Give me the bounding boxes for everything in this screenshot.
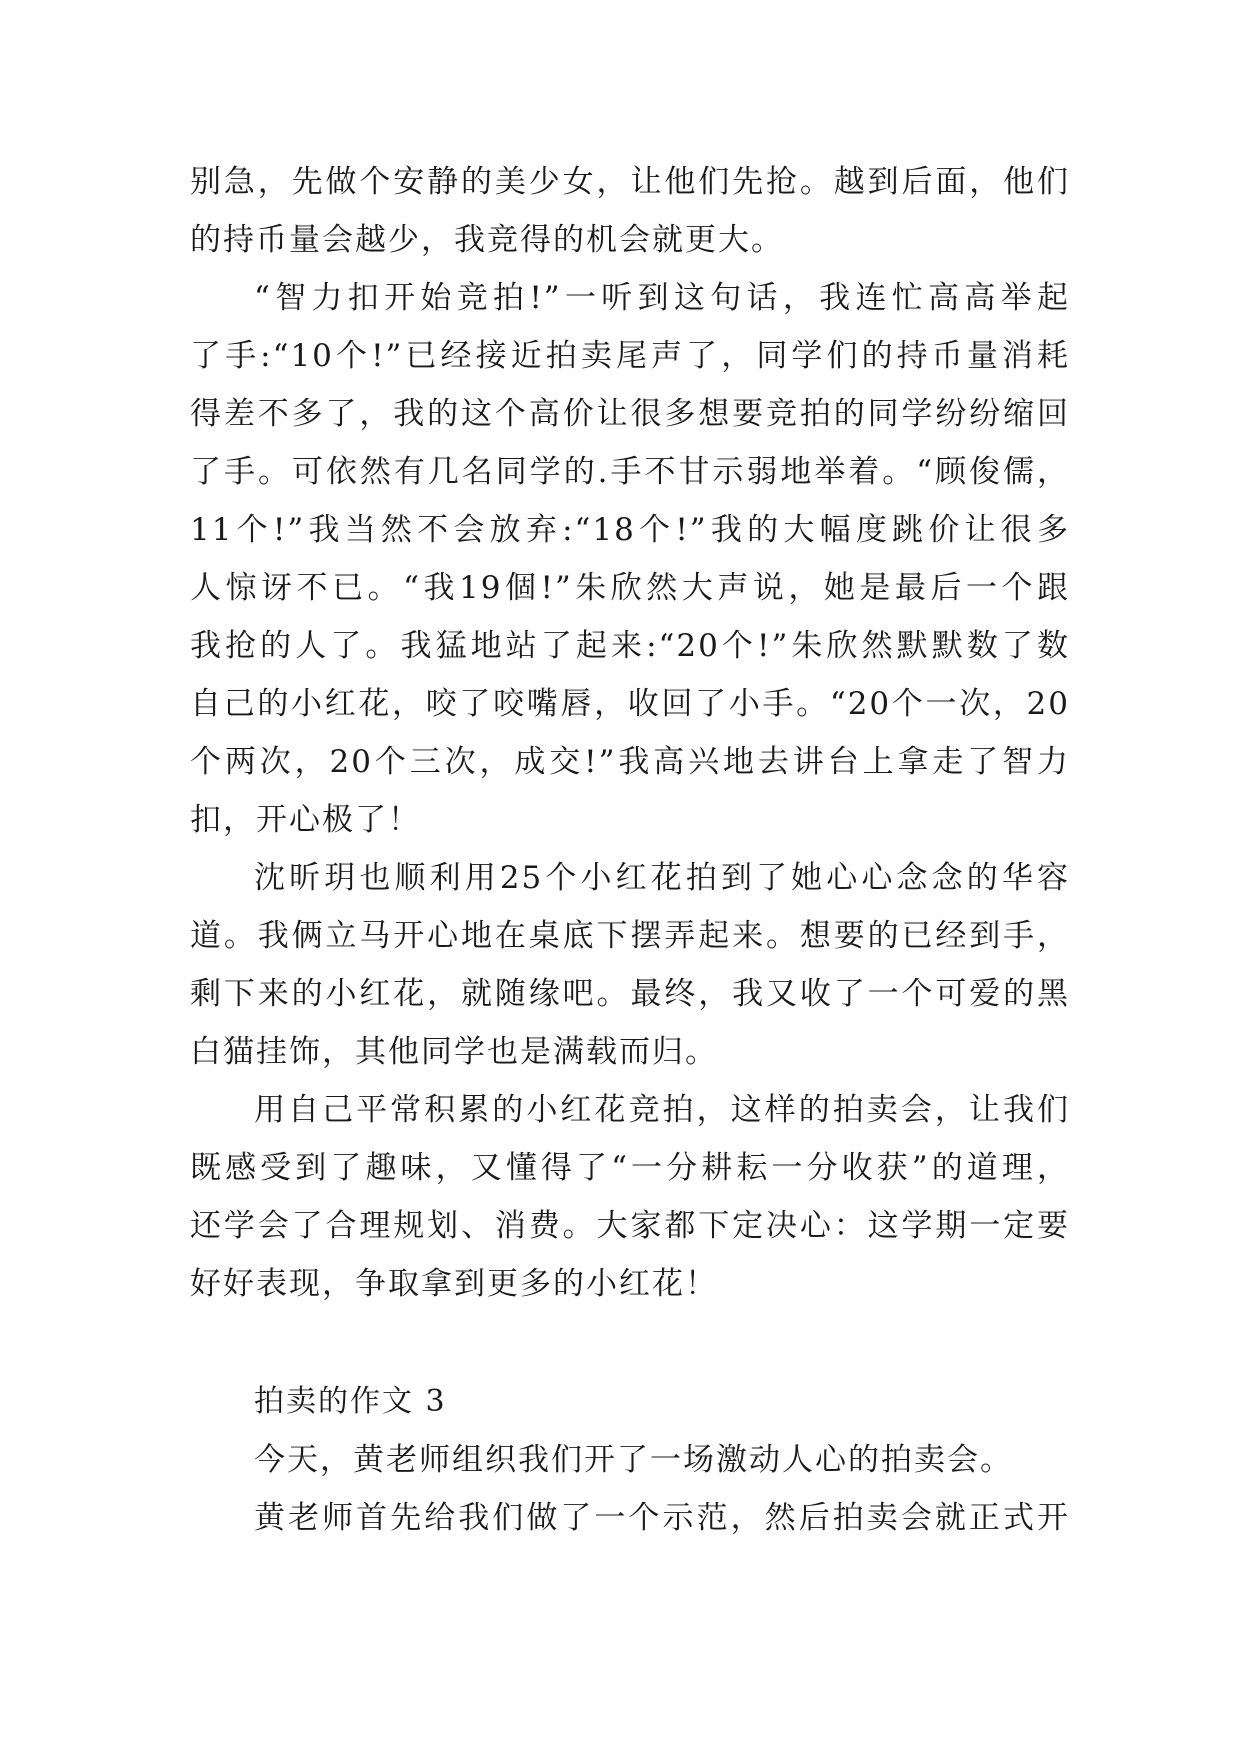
text-line: 好好表现，争取拿到更多的小红花！ xyxy=(190,1266,718,1302)
text-line: 的持币量会越少，我竞得的机会就更大。 xyxy=(190,222,784,258)
text-line: “智力扣开始竞拍!”一听到这句话，我连忙高高举起 xyxy=(254,280,1070,316)
text-line: 别急，先做个安静的美少女，让他们先抢。越到后面，他们 xyxy=(190,164,1070,200)
text-line: 我抢的人了。我猛地站了起来:“20个!”朱欣然默默数了数 xyxy=(190,628,1070,664)
text-line: 既感受到了趣味，又懂得了“一分耕耘一分收获”的道理， xyxy=(190,1150,1070,1186)
text-line: 自己的小红花，咬了咬嘴唇，收回了小手。“20个一次，20 xyxy=(190,686,1070,722)
text-line: 11个!”我当然不会放弃:“18个!”我的大幅度跳价让很多 xyxy=(190,512,1070,548)
text-line: 剩下来的小红花，就随缘吧。最终，我又收了一个可爱的黑 xyxy=(190,976,1070,1012)
text-line: 个两次，20个三次，成交!”我高兴地去讲台上拿走了智力 xyxy=(190,744,1070,780)
text-line: 还学会了合理规划、消费。大家都下定决心：这学期一定要 xyxy=(190,1208,1070,1244)
text-line: 扣，开心极了！ xyxy=(190,802,421,838)
text-line: 黄老师首先给我们做了一个示范，然后拍卖会就正式开 xyxy=(254,1500,1070,1536)
section-heading: 拍卖的作文 3 xyxy=(254,1384,447,1419)
text-line: 得差不多了，我的这个高价让很多想要竞拍的同学纷纷缩回 xyxy=(190,396,1070,432)
text-line: 人惊讶不已。“我19個!”朱欣然大声说，她是最后一个跟 xyxy=(190,570,1070,606)
text-line: 道。我俩立马开心地在桌底下摆弄起来。想要的已经到手， xyxy=(190,918,1070,954)
text-line: 用自己平常积累的小红花竞拍，这样的拍卖会，让我们 xyxy=(254,1092,1070,1128)
text-line: 白猫挂饰，其他同学也是满载而归。 xyxy=(190,1034,718,1070)
text-line: 今天，黄老师组织我们开了一场激动人心的拍卖会。 xyxy=(254,1442,1013,1478)
text-line: 了手:“10个!”已经接近拍卖尾声了，同学们的持币量消耗 xyxy=(190,338,1070,374)
text-line: 了手。可依然有几名同学的.手不甘示弱地举着。“顾俊儒， xyxy=(190,454,1070,490)
text-line: 沈昕玥也顺利用25个小红花拍到了她心心念念的华容 xyxy=(254,860,1070,896)
